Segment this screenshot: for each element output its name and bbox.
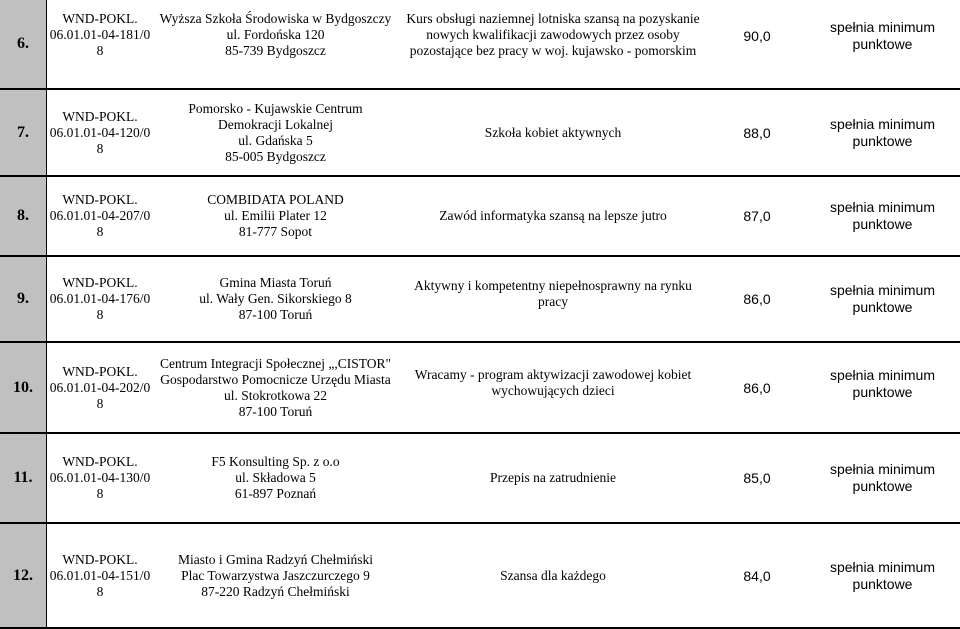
application-code: WND-POKL. 06.01.01-04-120/0 8 xyxy=(49,108,151,156)
course-title: Szansa dla każdego xyxy=(500,567,606,583)
course-title: Aktywny i kompetentny niepełnosprawny na rynku pracy xyxy=(414,278,692,309)
status-text: spełnia minimum punktowe xyxy=(829,115,936,149)
table-row xyxy=(0,343,960,434)
table-row xyxy=(0,434,960,524)
points-value: 86,0 xyxy=(743,291,771,307)
institution: Gmina Miasta Toruń ul. Wały Gen. Sikorskiego 8 87-100 Toruń xyxy=(199,275,352,322)
application-code: WND-POKL. 06.01.01-04-202/0 8 xyxy=(49,363,151,411)
row-number: 9. xyxy=(0,257,47,341)
institution: COMBIDATA POLAND ul. Emilii Plater 12 81-777 Sopot xyxy=(207,192,344,239)
application-code: WND-POKL. 06.01.01-04-130/0 8 xyxy=(49,454,151,501)
status-text: spełnia minimum punktowe xyxy=(829,19,936,52)
table-row xyxy=(0,257,960,343)
institution: Pomorsko - Kujawskie Centrum Demokracji Lokalnej ul. Gdańska 5 85-005 Bydgoszcz xyxy=(188,100,363,164)
row-number: 10. xyxy=(0,343,47,432)
course-title: Kurs obsługi naziemnej lotniska szansą na pozyskanie nowych kwalifikacji zawodowych przez osoby pozostające bez pracy w woj. kujawsko - pomorskim xyxy=(406,11,700,58)
course-title: Wracamy - program aktywizacji zawodowej kobiet wychowujących dzieci xyxy=(414,366,692,398)
institution: Centrum Integracji Społecznej „,CISTOR" Gospodarstwo Pomocnicze Urzędu Miasta ul. Stokrotkowa 22 87-100 Toruń xyxy=(160,355,391,419)
table-row xyxy=(0,0,960,90)
application-code: WND-POKL. 06.01.01-04-176/0 8 xyxy=(49,275,151,322)
course-title: Zawód informatyka szansą na lepsze jutro xyxy=(439,208,667,223)
table-row xyxy=(0,90,960,177)
status-text: spełnia minimum punktowe xyxy=(829,461,936,494)
institution: Miasto i Gmina Radzyń Chełmiński Plac Towarzystwa Jaszczurczego 9 87-220 Radzyń Chełmiński xyxy=(178,551,373,599)
application-code: WND-POKL. 06.01.01-04-181/0 8 xyxy=(49,11,151,58)
table-row xyxy=(0,177,960,257)
application-code: WND-POKL. 06.01.01-04-151/0 8 xyxy=(49,551,151,599)
row-number: 12. xyxy=(0,524,47,627)
points-value: 90,0 xyxy=(743,28,771,44)
status-text: spełnia minimum punktowe xyxy=(829,558,936,592)
points-value: 88,0 xyxy=(743,124,771,141)
row-number: 8. xyxy=(0,177,47,255)
status-text: spełnia minimum punktowe xyxy=(829,366,936,400)
points-value: 86,0 xyxy=(743,379,771,396)
course-title: Szkoła kobiet aktywnych xyxy=(484,124,622,140)
application-code: WND-POKL. 06.01.01-04-207/0 8 xyxy=(49,192,151,239)
status-text: spełnia minimum punktowe xyxy=(829,199,936,232)
row-number: 11. xyxy=(0,434,47,522)
row-number: 7. xyxy=(0,90,47,175)
points-value: 85,0 xyxy=(743,470,771,486)
row-number: 6. xyxy=(0,0,47,88)
institution: F5 Konsulting Sp. z o.o ul. Składowa 5 61-897 Poznań xyxy=(211,454,340,501)
points-value: 84,0 xyxy=(743,567,771,584)
status-text: spełnia minimum punktowe xyxy=(829,282,936,315)
institution: Wyższa Szkoła Środowiska w Bydgoszczy ul. Fordońska 120 85-739 Bydgoszcz xyxy=(159,11,392,58)
table-row xyxy=(0,524,960,629)
points-value: 87,0 xyxy=(743,208,771,224)
course-title: Przepis na zatrudnienie xyxy=(490,470,616,485)
